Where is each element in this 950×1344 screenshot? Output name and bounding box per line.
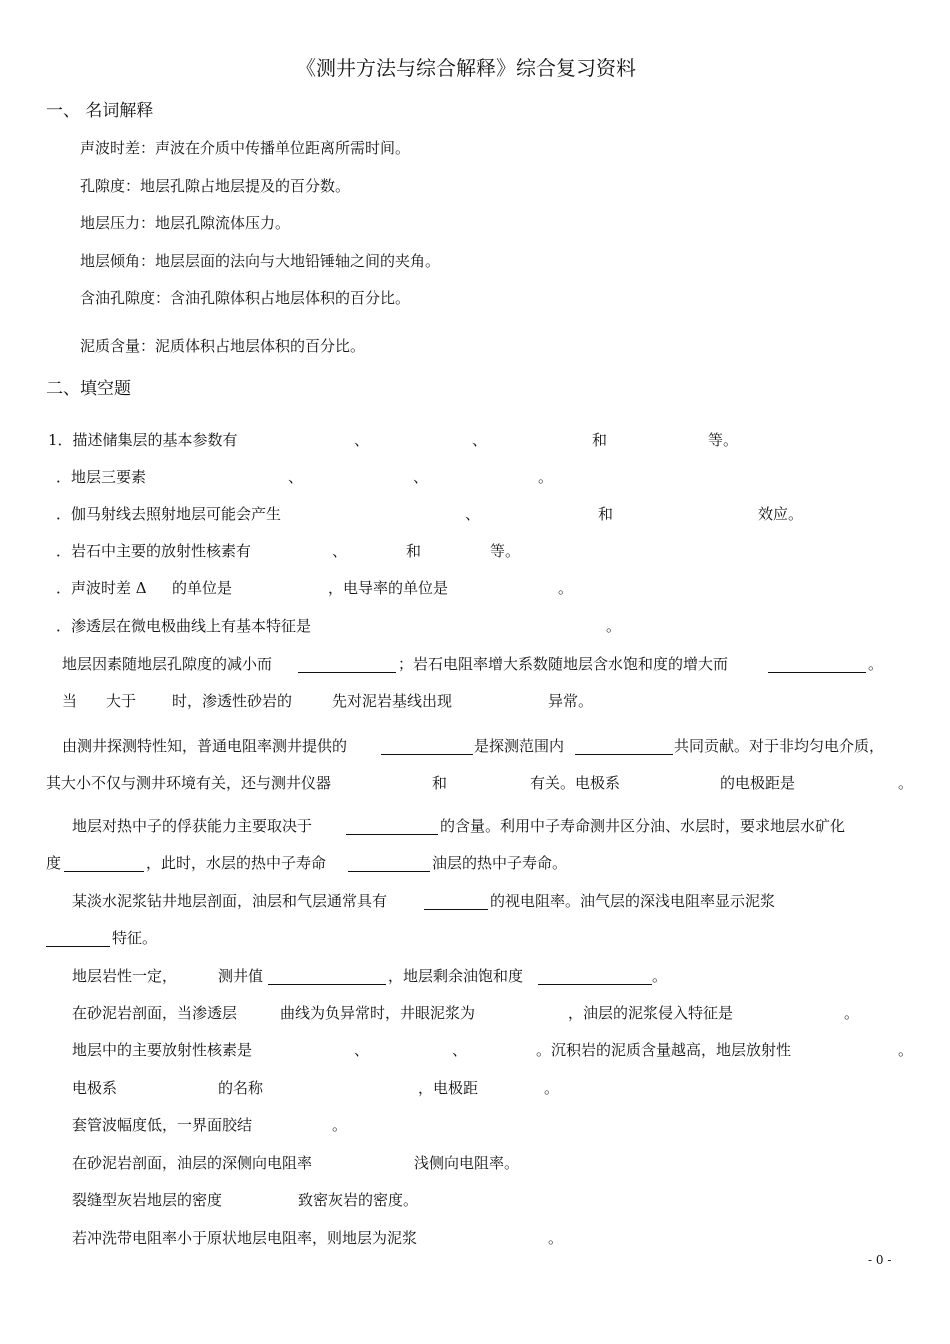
- q18-text: 裂缝型灰岩地层的密度: [72, 1191, 223, 1209]
- q5-text: ，电导率的单位是: [328, 579, 449, 597]
- q7-text: 。: [868, 655, 884, 673]
- q4-text: 和: [406, 542, 422, 560]
- q12-text: ，地层剩余油饱和度: [388, 967, 524, 985]
- section-heading-definitions: 一、 名词解释: [46, 101, 154, 121]
- answer-blank[interactable]: [46, 928, 110, 947]
- q9-text: 。: [898, 774, 914, 792]
- q10-text: 油层的热中子寿命。: [432, 854, 568, 872]
- q9-text: 的电极距是: [720, 774, 796, 792]
- answer-blank[interactable]: [768, 654, 866, 673]
- q14-text: 。: [898, 1041, 914, 1059]
- section-heading-fill-in: 二、填空题: [46, 379, 131, 399]
- q9-text: 是探测范围内: [474, 737, 565, 755]
- q14-text: 。沉积岩的泥质含量越高，地层放射性: [536, 1041, 792, 1059]
- q9-text: 由测井探测特性知，普通电阻率测井提供的: [62, 737, 348, 755]
- q4-text: ．岩石中主要的放射性核素有: [56, 542, 252, 560]
- q3-text: 和: [598, 505, 614, 523]
- q3-text: ．伽马射线去照射地层可能会产生: [56, 505, 282, 523]
- q15-text: ，电极距: [418, 1079, 479, 1097]
- q18-text: 致密灰岩的密度。: [298, 1191, 419, 1209]
- q1-text: 和: [592, 431, 608, 449]
- q3-text: 效应。: [758, 505, 804, 523]
- q11-text: 的视电阻率。油气层的深浅电阻率显示泥浆: [490, 892, 776, 910]
- q15-text: 。: [544, 1079, 560, 1097]
- q14-text: 、: [354, 1041, 370, 1059]
- q7-text: ；岩石电阻率增大系数随地层含水饱和度的增大而: [398, 655, 729, 673]
- q4-text: 等。: [490, 542, 521, 560]
- q6-text: 。: [606, 617, 622, 635]
- q2-text: 、: [288, 468, 304, 486]
- q17-text: 在砂泥岩剖面，油层的深侧向电阻率: [72, 1154, 313, 1172]
- q1-text: 、: [472, 431, 488, 449]
- q11-text: 某淡水泥浆钻井地层剖面，油层和气层通常具有: [72, 892, 388, 910]
- q13-text: 。: [844, 1004, 860, 1022]
- q19-text: 若冲洗带电阻率小于原状地层电阻率，则地层为泥浆: [72, 1229, 418, 1247]
- q8-text: 大于: [106, 692, 137, 710]
- q10-text: 的含量。利用中子寿命测井区分油、水层时，要求地层水矿化: [440, 817, 846, 835]
- q10-text: 度: [46, 854, 62, 872]
- q9-text: 有关。电极系: [530, 774, 621, 792]
- q5-text: ．声波时差 Δ: [56, 579, 147, 597]
- q13-text: 曲线为负异常时，井眼泥浆为: [280, 1004, 476, 1022]
- q15-text: 的名称: [218, 1079, 264, 1097]
- q8-text: 当: [62, 692, 78, 710]
- q12-text: 地层岩性一定，: [72, 967, 178, 985]
- answer-blank[interactable]: [348, 853, 430, 872]
- page-number: - 0 -: [868, 1253, 892, 1267]
- q10-text: ，此时，水层的热中子寿命: [146, 854, 327, 872]
- document-title: 《测井方法与综合解释》综合复习资料: [296, 56, 636, 80]
- q3-text: 、: [465, 505, 481, 523]
- q16-text: 套管波幅度低，一界面胶结: [72, 1116, 253, 1134]
- q13-text: 在砂泥岩剖面，当渗透层: [72, 1004, 238, 1022]
- q1-text: 1．描述储集层的基本参数有: [48, 431, 238, 449]
- q1-text: 、: [354, 431, 370, 449]
- q13-text: ，油层的泥浆侵入特征是: [568, 1004, 734, 1022]
- q12-text: 测井值: [218, 967, 264, 985]
- definition-item: 含油孔隙度：含油孔隙体积占地层体积的百分比。: [80, 289, 411, 307]
- definition-item: 地层倾角：地层层面的法向与大地铅锤轴之间的夹角。: [80, 252, 441, 270]
- definition-item: 声波时差：声波在介质中传播单位距离所需时间。: [80, 139, 411, 157]
- definition-item: 泥质含量：泥质体积占地层体积的百分比。: [80, 337, 366, 355]
- q9-text: 和: [432, 774, 448, 792]
- q9-text: 共同贡献。对于非均匀电介质，: [674, 737, 885, 755]
- q10-text: 地层对热中子的俘获能力主要取决于: [72, 817, 313, 835]
- q17-text: 浅侧向电阻率。: [414, 1154, 520, 1172]
- definition-item: 孔隙度：地层孔隙占地层提及的百分数。: [80, 177, 351, 195]
- q11-text: 特征。: [112, 929, 158, 947]
- answer-blank[interactable]: [575, 736, 673, 755]
- q15-text: 电极系: [72, 1079, 118, 1097]
- q14-text: 、: [452, 1041, 468, 1059]
- q5-text: 的单位是: [172, 579, 233, 597]
- q16-text: 。: [332, 1116, 348, 1134]
- answer-blank[interactable]: [298, 654, 396, 673]
- answer-blank[interactable]: [64, 853, 144, 872]
- answer-blank[interactable]: [381, 736, 473, 755]
- q8-text: 异常。: [548, 692, 594, 710]
- q8-text: 时，渗透性砂岩的: [172, 692, 293, 710]
- q8-text: 先对泥岩基线出现: [332, 692, 453, 710]
- answer-blank[interactable]: [424, 891, 488, 910]
- answer-blank[interactable]: [268, 966, 386, 985]
- q4-text: 、: [332, 542, 348, 560]
- q2-text: ．地层三要素: [56, 468, 147, 486]
- q2-text: 、: [413, 468, 429, 486]
- definition-item: 地层压力：地层孔隙流体压力。: [80, 214, 291, 232]
- answer-blank[interactable]: [346, 816, 438, 835]
- q1-text: 等。: [708, 431, 739, 449]
- q7-text: 地层因素随地层孔隙度的减小而: [62, 655, 273, 673]
- q5-text: 。: [558, 579, 574, 597]
- answer-blank[interactable]: [538, 966, 652, 985]
- q2-text: 。: [538, 468, 554, 486]
- q19-text: 。: [548, 1229, 564, 1247]
- q9-text: 其大小不仅与测井环境有关，还与测井仪器: [46, 774, 332, 792]
- q6-text: ．渗透层在微电极曲线上有基本特征是: [56, 617, 312, 635]
- q12-text: 。: [652, 967, 668, 985]
- q14-text: 地层中的主要放射性核素是: [72, 1041, 253, 1059]
